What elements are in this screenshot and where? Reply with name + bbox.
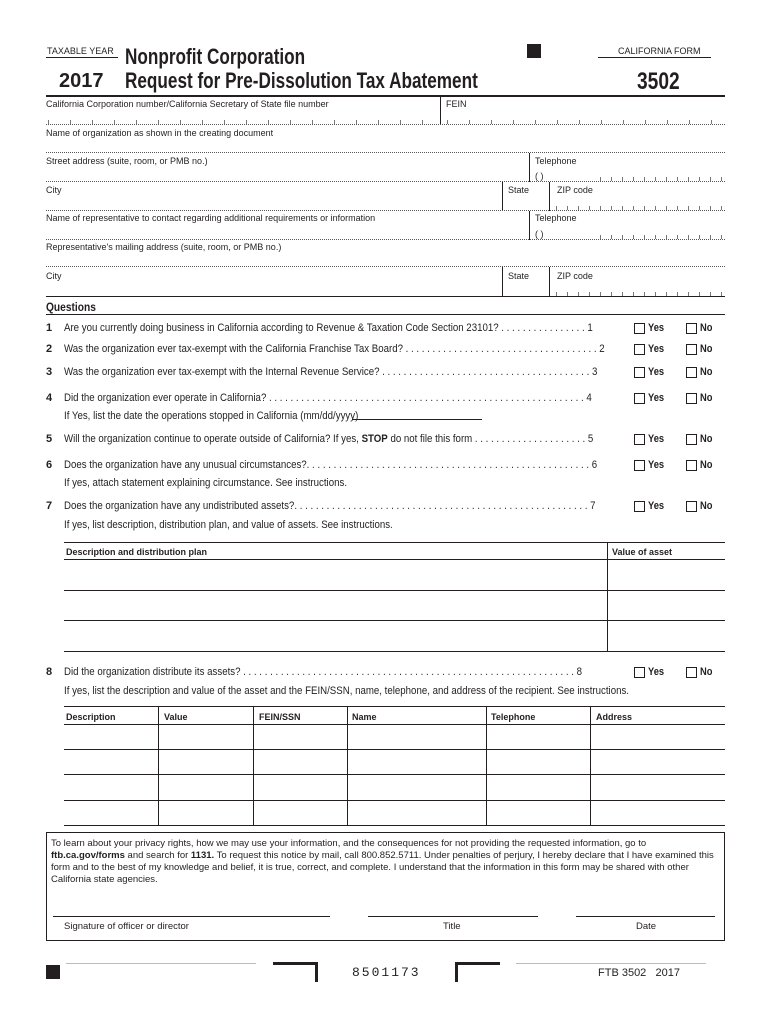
digit-tick xyxy=(513,120,514,124)
question-8-subtext: If yes, list the description and value of the asset and the FEIN/SSN, name, telephone, and address of the recipient. See instructions. xyxy=(64,685,630,697)
digit-tick xyxy=(644,177,645,181)
digit-tick xyxy=(600,206,601,210)
zip-label: ZIP code xyxy=(557,185,593,195)
q7-no-checkbox[interactable] xyxy=(686,501,697,512)
digit-tick xyxy=(677,235,678,239)
q1-no-label: No xyxy=(700,322,713,334)
digit-tick xyxy=(644,292,645,296)
digit-tick xyxy=(422,120,423,124)
stop-word: STOP xyxy=(361,433,388,445)
digit-tick xyxy=(611,206,612,210)
question-8-text: Did the organization distribute its assets? . . . . . . . . . . . . . . . . . . . . . . . . . . . . . . . . . . . . . . . . . . . . . . . . . . . . . . . . . . . . . . 8 xyxy=(64,666,583,678)
q4-no-label: No xyxy=(700,392,713,404)
corp-number-field[interactable] xyxy=(46,110,438,124)
q3-no-label: No xyxy=(700,366,713,378)
q8-no-checkbox[interactable] xyxy=(686,667,697,678)
digit-tick xyxy=(622,292,623,296)
table1-header-description: Description and distribution plan xyxy=(66,547,208,557)
digit-tick xyxy=(710,235,711,239)
form-number: 3502 xyxy=(637,68,680,95)
street-label: Street address (suite, room, or PMB no.) xyxy=(46,156,208,166)
digit-tick xyxy=(600,235,601,239)
digit-tick xyxy=(688,206,689,210)
digit-tick xyxy=(623,120,624,124)
table1-row-1[interactable] xyxy=(64,560,725,590)
table2-header-fein: FEIN/SSN xyxy=(259,712,301,722)
digit-tick xyxy=(699,177,700,181)
city-label: City xyxy=(46,185,62,195)
digit-tick xyxy=(644,206,645,210)
question-4-text: Did the organization ever operate in California? . . . . . . . . . . . . . . . . . . . . . . . . . . . . . . . . . . . . . . . . . . . . . . . . . . . . . . . . . . . 4 xyxy=(64,392,592,404)
digit-tick xyxy=(710,206,711,210)
digit-tick xyxy=(644,235,645,239)
table2-row-1[interactable] xyxy=(64,725,725,749)
telephone2-label: Telephone xyxy=(535,213,577,223)
taxable-year-label: TAXABLE YEAR xyxy=(47,46,114,56)
digit-tick xyxy=(334,120,335,124)
digit-tick xyxy=(688,292,689,296)
digit-tick xyxy=(611,177,612,181)
digit-tick xyxy=(645,120,646,124)
q3-no-checkbox[interactable] xyxy=(686,367,697,378)
digit-tick xyxy=(721,292,722,296)
table1-row-3[interactable] xyxy=(64,621,725,651)
digit-tick xyxy=(48,120,49,124)
digit-tick xyxy=(633,206,634,210)
digit-tick xyxy=(710,292,711,296)
digit-tick xyxy=(721,235,722,239)
table2-header-address: Address xyxy=(596,712,633,722)
digit-tick xyxy=(378,120,379,124)
corp-number-label: California Corporation number/California Secretary of State file number xyxy=(46,99,329,109)
digit-tick xyxy=(666,206,667,210)
q7-no-label: No xyxy=(700,500,713,512)
digit-tick xyxy=(589,206,590,210)
registration-mark-top xyxy=(527,44,541,58)
question-4-subtext: If Yes, list the date the operations stopped in California (mm/dd/yyyy) xyxy=(64,410,359,422)
question-2-text: Was the organization ever tax-exempt with the California Franchise Tax Board? . . . . . . . . . . . . . . . . . . . . . . . . . . . . . . . . . . . . 2 xyxy=(64,343,605,355)
digit-tick xyxy=(578,206,579,210)
digit-tick xyxy=(633,292,634,296)
digit-tick xyxy=(202,120,203,124)
digit-tick xyxy=(601,120,602,124)
q6-no-checkbox[interactable] xyxy=(686,460,697,471)
signature-line[interactable] xyxy=(53,916,330,917)
table2-header-name: Name xyxy=(352,712,377,722)
rep-address-field[interactable] xyxy=(46,253,725,266)
barcode-number: 8501173 xyxy=(352,965,421,980)
org-name-label: Name of organization as shown in the creating document xyxy=(46,128,274,138)
question-3-text: Was the organization ever tax-exempt with the Internal Revenue Service? . . . . . . . . . . . . . . . . . . . . . . . . . . . . . . . . . . . . . . . 3 xyxy=(64,366,598,378)
digit-tick xyxy=(667,120,668,124)
digit-tick xyxy=(655,206,656,210)
q5-no-checkbox[interactable] xyxy=(686,434,697,445)
telephone2-field[interactable] xyxy=(532,225,725,239)
city2-label: City xyxy=(46,271,62,281)
title-label: Title xyxy=(443,921,461,932)
digit-tick xyxy=(611,235,612,239)
question-1-text: Are you currently doing business in California according to Revenue & Taxation Code Section 23101? . . . . . . . . . . . . . . . . 1 xyxy=(64,322,593,334)
digit-tick xyxy=(655,235,656,239)
form-id-footer: FTB 3502 2017 xyxy=(598,967,680,979)
privacy-link[interactable]: ftb.ca.gov/forms xyxy=(51,850,125,861)
corner-mark-left xyxy=(273,962,318,982)
date-line[interactable] xyxy=(576,916,715,917)
state-label: State xyxy=(508,185,530,195)
table2-row-4[interactable] xyxy=(64,801,725,825)
state2-label: State xyxy=(508,271,530,281)
digit-tick xyxy=(246,120,247,124)
form-title-line2: Request for Pre-Dissolution Tax Abatement xyxy=(125,68,478,93)
representative-label: Name of representative to contact regarding additional requirements or information xyxy=(46,213,376,223)
digit-tick xyxy=(699,235,700,239)
digit-tick xyxy=(447,120,448,124)
table2-header-description: Description xyxy=(66,712,116,722)
digit-tick xyxy=(666,177,667,181)
question-6-number: 6 xyxy=(46,459,53,471)
digit-tick xyxy=(567,292,568,296)
digit-tick xyxy=(469,120,470,124)
questions-heading: Questions xyxy=(46,300,96,314)
digit-tick xyxy=(721,177,722,181)
digit-tick xyxy=(268,120,269,124)
question-7-text: Does the organization have any undistributed assets?. . . . . . . . . . . . . . . . . . . . . . . . . . . . . . . . . . . . . . . . . . . . . . . . . . . . . . . 7 xyxy=(64,500,596,512)
telephone2-paren: ( ) xyxy=(535,229,544,239)
table1-row-2[interactable] xyxy=(64,591,725,620)
digit-tick xyxy=(136,120,137,124)
question-7-subtext: If yes, list description, distribution plan, and value of assets. See instructions. xyxy=(64,519,393,531)
digit-tick xyxy=(688,235,689,239)
digit-tick xyxy=(677,292,678,296)
q1-no-checkbox[interactable] xyxy=(686,323,697,334)
digit-tick xyxy=(633,235,634,239)
digit-tick xyxy=(600,177,601,181)
q2-no-checkbox[interactable] xyxy=(686,344,697,355)
question-5-text: Will the organization continue to operate outside of California? If yes, STOP do not file this form . . . . . . . . . . . . . . . . . . . . . 5 xyxy=(64,433,594,445)
digit-tick xyxy=(721,206,722,210)
telephone-label: Telephone xyxy=(535,156,577,166)
digit-tick xyxy=(677,177,678,181)
privacy-text: To learn about your privacy rights, how we may use your information, and the consequences for not providing the requested information, go to ftb.ca.gov/forms and search for 1131. To request this notice by mail, call 800.852.5711. Under penalties of perjury, I hereby declare that I have examined this form and to the best of my knowledge and belief, it is true, correct, and complete. I understand that the information in this form may be shared with other California state agencies. xyxy=(51,838,714,885)
digit-tick xyxy=(677,206,678,210)
q1-yes-label: Yes xyxy=(648,322,665,334)
telephone-field[interactable] xyxy=(532,168,725,181)
digit-tick xyxy=(535,120,536,124)
question-1-number: 1 xyxy=(46,322,53,334)
q5-yes-checkbox[interactable] xyxy=(634,434,645,445)
digit-tick xyxy=(556,292,557,296)
zip2-label: ZIP code xyxy=(557,271,593,281)
q6-yes-label: Yes xyxy=(648,459,665,471)
digit-tick xyxy=(666,292,667,296)
q5-yes-label: Yes xyxy=(648,433,665,445)
q3-yes-checkbox[interactable] xyxy=(634,367,645,378)
title-line[interactable] xyxy=(368,916,538,917)
digit-tick xyxy=(622,177,623,181)
q1-yes-checkbox[interactable] xyxy=(634,323,645,334)
q4-date-line[interactable] xyxy=(352,419,482,420)
table2-header-value: Value xyxy=(164,712,188,722)
question-4-number: 4 xyxy=(46,392,53,404)
digit-tick xyxy=(180,120,181,124)
digit-tick xyxy=(655,177,656,181)
q2-yes-label: Yes xyxy=(648,343,665,355)
q7-yes-label: Yes xyxy=(648,500,665,512)
q3-yes-label: Yes xyxy=(648,366,665,378)
digit-tick xyxy=(158,120,159,124)
corner-mark-right xyxy=(455,962,500,982)
question-6-text: Does the organization have any unusual circumstances?. . . . . . . . . . . . . . . . . . . . . . . . . . . . . . . . . . . . . . . . . . . . . . . . . . . . . 6 xyxy=(64,459,598,471)
q4-no-checkbox[interactable] xyxy=(686,393,697,404)
fein-label: FEIN xyxy=(446,99,467,109)
digit-tick xyxy=(312,120,313,124)
q6-yes-checkbox[interactable] xyxy=(634,460,645,471)
telephone-paren: ( ) xyxy=(535,171,544,181)
digit-tick xyxy=(356,120,357,124)
q8-no-label: No xyxy=(700,666,713,678)
q4-yes-checkbox[interactable] xyxy=(634,393,645,404)
digit-tick xyxy=(579,120,580,124)
digit-tick xyxy=(114,120,115,124)
fein-field[interactable] xyxy=(443,110,725,124)
q6-no-label: No xyxy=(700,459,713,471)
org-name-field[interactable] xyxy=(46,139,725,152)
digit-tick xyxy=(699,292,700,296)
digit-tick xyxy=(710,177,711,181)
digit-tick xyxy=(290,120,291,124)
q2-yes-checkbox[interactable] xyxy=(634,344,645,355)
digit-tick xyxy=(699,206,700,210)
digit-tick xyxy=(491,120,492,124)
digit-tick xyxy=(688,177,689,181)
tax-year: 2017 xyxy=(59,70,104,92)
digit-tick xyxy=(556,206,557,210)
question-6-subtext: If yes, attach statement explaining circumstance. See instructions. xyxy=(64,477,348,489)
digit-tick xyxy=(666,235,667,239)
registration-mark-bottom xyxy=(46,965,60,979)
question-3-number: 3 xyxy=(46,366,53,378)
signature-label: Signature of officer or director xyxy=(64,921,189,932)
q4-yes-label: Yes xyxy=(648,392,665,404)
rep-address-label: Representative's mailing address (suite, room, or PMB no.) xyxy=(46,242,282,252)
question-2-number: 2 xyxy=(46,343,53,355)
digit-tick xyxy=(92,120,93,124)
question-8-number: 8 xyxy=(46,666,53,678)
q8-yes-label: Yes xyxy=(648,666,665,678)
california-form-label: CALIFORNIA FORM xyxy=(618,46,701,56)
q8-yes-checkbox[interactable] xyxy=(634,667,645,678)
digit-tick xyxy=(633,177,634,181)
table2-row-3[interactable] xyxy=(64,775,725,800)
table2-header-telephone: Telephone xyxy=(491,712,536,722)
digit-tick xyxy=(600,292,601,296)
form-title-line1: Nonprofit Corporation xyxy=(125,44,306,69)
q7-yes-checkbox[interactable] xyxy=(634,501,645,512)
digit-tick xyxy=(567,206,568,210)
digit-tick xyxy=(70,120,71,124)
digit-tick xyxy=(589,292,590,296)
digit-tick xyxy=(578,292,579,296)
digit-tick xyxy=(400,120,401,124)
question-5-number: 5 xyxy=(46,433,53,445)
digit-tick xyxy=(622,206,623,210)
digit-tick xyxy=(224,120,225,124)
q5-no-label: No xyxy=(700,433,713,445)
table1-header-value: Value of asset xyxy=(612,547,673,557)
digit-tick xyxy=(622,235,623,239)
digit-tick xyxy=(711,120,712,124)
q2-no-label: No xyxy=(700,343,713,355)
table2-row-2[interactable] xyxy=(64,750,725,774)
digit-tick xyxy=(557,120,558,124)
digit-tick xyxy=(611,292,612,296)
question-7-number: 7 xyxy=(46,500,53,512)
digit-tick xyxy=(689,120,690,124)
digit-tick xyxy=(655,292,656,296)
date-label: Date xyxy=(636,921,657,932)
